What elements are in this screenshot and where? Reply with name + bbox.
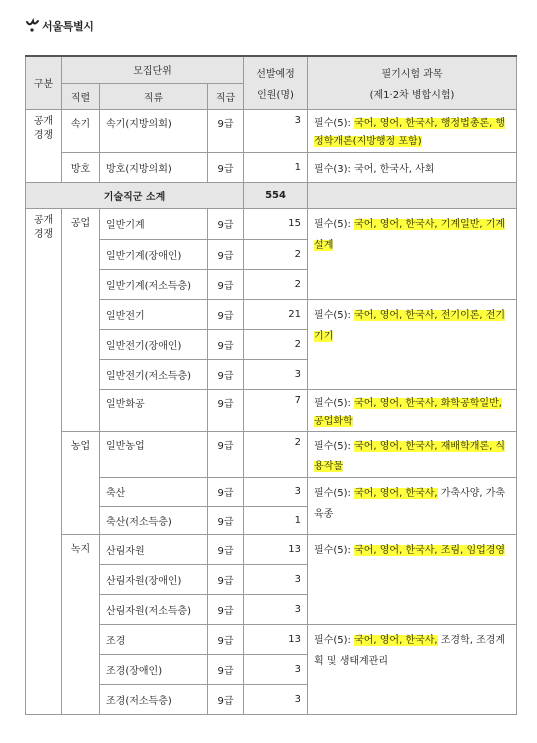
jikgeup-cell: 9급 [208, 594, 244, 624]
jikryu-cell: 일반기계(저소득층) [100, 269, 208, 299]
jikgeup-cell: 9급 [208, 329, 244, 359]
count-cell: 13 [244, 534, 308, 564]
count-cell: 3 [244, 359, 308, 389]
subject-cell: 필수(5): 국어, 영어, 한국사, 가축사양, 가축육종 [308, 477, 517, 534]
seoul-logo-icon [25, 18, 41, 34]
table-row [26, 299, 517, 329]
gubun-cell: 공개경쟁 [26, 208, 62, 714]
table-row [26, 389, 517, 431]
subject-cell: 필수(5): 국어, 영어, 한국사, 조림, 임업경영 [308, 534, 517, 624]
jikryu-cell: 일반전기(저소득층) [100, 359, 208, 389]
subject-cell: 필수(5): 국어, 영어, 한국사, 화학공학일반, 공업화학 [308, 389, 517, 431]
count-cell: 7 [244, 389, 308, 431]
table-row [26, 477, 517, 506]
header-gubun: 구분 [26, 56, 62, 109]
jikryeol-cell: 공업 [62, 208, 100, 431]
subject-cell: 필수(5): 국어, 영어, 한국사, 전기이론, 전기기기 [308, 299, 517, 389]
header-mojib: 모집단위 [62, 56, 244, 83]
jikgeup-cell: 9급 [208, 299, 244, 329]
table-row [26, 534, 517, 564]
jikryu-cell: 조경(저소득층) [100, 684, 208, 714]
subject-cell: 필수(5): 국어, 영어, 한국사, 재배학개론, 식용작물 [308, 431, 517, 477]
table-row [26, 431, 517, 477]
count-cell: 2 [244, 329, 308, 359]
count-cell: 3 [244, 564, 308, 594]
logo-text: 서울특별시 [42, 20, 94, 33]
header-exam-line1: 필기시험 과목 [381, 68, 443, 80]
jikgeup-cell: 9급 [208, 359, 244, 389]
count-cell: 3 [244, 477, 308, 506]
subject-highlight: 국어, 영어, 한국사, 행정법총론, 행정학개론(지방행정 포함) [314, 117, 506, 147]
seoul-logo [25, 16, 94, 36]
jikryu-cell: 속기(지방의회) [100, 109, 208, 152]
header-jikgeup: 직급 [208, 83, 244, 109]
jikgeup-cell: 9급 [208, 152, 244, 182]
jikryu-cell: 방호(지방의회) [100, 152, 208, 182]
count-cell: 21 [244, 299, 308, 329]
header-count-line1: 선발예정 [256, 68, 295, 80]
header-count [244, 56, 308, 109]
count-cell: 15 [244, 208, 308, 239]
jikryeol-cell: 녹지 [62, 534, 100, 714]
header-jikryu: 직류 [100, 83, 208, 109]
jikryu-cell: 축산 [100, 477, 208, 506]
count-cell: 2 [244, 239, 308, 269]
subject-highlight: 국어, 영어, 한국사, 재배학개론, 식용작물 [314, 440, 506, 472]
count-cell: 13 [244, 624, 308, 654]
header-exam [308, 56, 517, 109]
jikgeup-cell: 9급 [208, 534, 244, 564]
subject-highlight: 국어, 영어, 한국사, [354, 487, 438, 499]
jikgeup-cell: 9급 [208, 624, 244, 654]
jikgeup-cell: 9급 [208, 239, 244, 269]
jikryu-cell: 일반화공 [100, 389, 208, 431]
summary-label: 기술직군 소계 [26, 182, 244, 208]
subject-highlight: 국어, 영어, 한국사, 화학공학일반, 공업화학 [314, 397, 502, 427]
gubun-cell: 공개경쟁 [26, 109, 62, 182]
table-row [26, 624, 517, 654]
jikgeup-cell: 9급 [208, 208, 244, 239]
jikryu-cell: 일반농업 [100, 431, 208, 477]
subject-cell: 필수(5): 국어, 영어, 한국사, 행정법총론, 행정학개론(지방행정 포함) [308, 109, 517, 152]
count-cell: 3 [244, 684, 308, 714]
jikryu-cell: 산림자원(저소득층) [100, 594, 208, 624]
table-row [26, 109, 517, 152]
header-exam-line2: (제1·2차 병합시험) [369, 89, 455, 101]
jikgeup-cell: 9급 [208, 389, 244, 431]
jikryu-cell: 조경 [100, 624, 208, 654]
summary-row [26, 182, 517, 208]
count-cell: 3 [244, 109, 308, 152]
summary-count: 554 [244, 182, 308, 208]
jikryeol-cell: 농업 [62, 431, 100, 534]
summary-subject [308, 182, 517, 208]
jikryu-cell: 산림자원(장애인) [100, 564, 208, 594]
count-cell: 3 [244, 594, 308, 624]
subject-cell: 필수(5): 국어, 영어, 한국사, 기계일반, 기계설계 [308, 208, 517, 299]
count-cell: 1 [244, 152, 308, 182]
subject-highlight: 국어, 영어, 한국사, 기계일반, 기계설계 [314, 218, 506, 251]
jikryu-cell: 조경(장애인) [100, 654, 208, 684]
recruitment-table [25, 55, 517, 715]
subject-highlight: 국어, 영어, 한국사, 전기이론, 전기기기 [314, 309, 506, 342]
header-jikryeol: 직렬 [62, 83, 100, 109]
jikryu-cell: 축산(저소득층) [100, 506, 208, 534]
header-row-1 [26, 56, 517, 83]
jikgeup-cell: 9급 [208, 477, 244, 506]
jikryu-cell: 산림자원 [100, 534, 208, 564]
count-cell: 2 [244, 431, 308, 477]
subject-highlight: 국어, 영어, 한국사, 조림, 임업경영 [354, 544, 506, 556]
jikryeol-cell: 속기 [62, 109, 100, 152]
jikgeup-cell: 9급 [208, 506, 244, 534]
subject-cell: 필수(3): 국어, 한국사, 사회 [308, 152, 517, 182]
jikryeol-cell: 방호 [62, 152, 100, 182]
jikgeup-cell: 9급 [208, 684, 244, 714]
jikgeup-cell: 9급 [208, 564, 244, 594]
jikgeup-cell: 9급 [208, 654, 244, 684]
jikryu-cell: 일반전기(장애인) [100, 329, 208, 359]
count-cell: 3 [244, 654, 308, 684]
jikryu-cell: 일반전기 [100, 299, 208, 329]
jikgeup-cell: 9급 [208, 269, 244, 299]
jikgeup-cell: 9급 [208, 109, 244, 152]
count-cell: 1 [244, 506, 308, 534]
subject-highlight: 국어, 영어, 한국사, [354, 634, 438, 646]
jikgeup-cell: 9급 [208, 431, 244, 477]
table-row [26, 208, 517, 239]
jikryu-cell: 일반기계(장애인) [100, 239, 208, 269]
table-row [26, 152, 517, 182]
count-cell: 2 [244, 269, 308, 299]
header-count-line2: 인원(명) [257, 89, 294, 101]
jikryu-cell: 일반기계 [100, 208, 208, 239]
subject-cell: 필수(5): 국어, 영어, 한국사, 조경학, 조경계획 및 생태계관리 [308, 624, 517, 714]
